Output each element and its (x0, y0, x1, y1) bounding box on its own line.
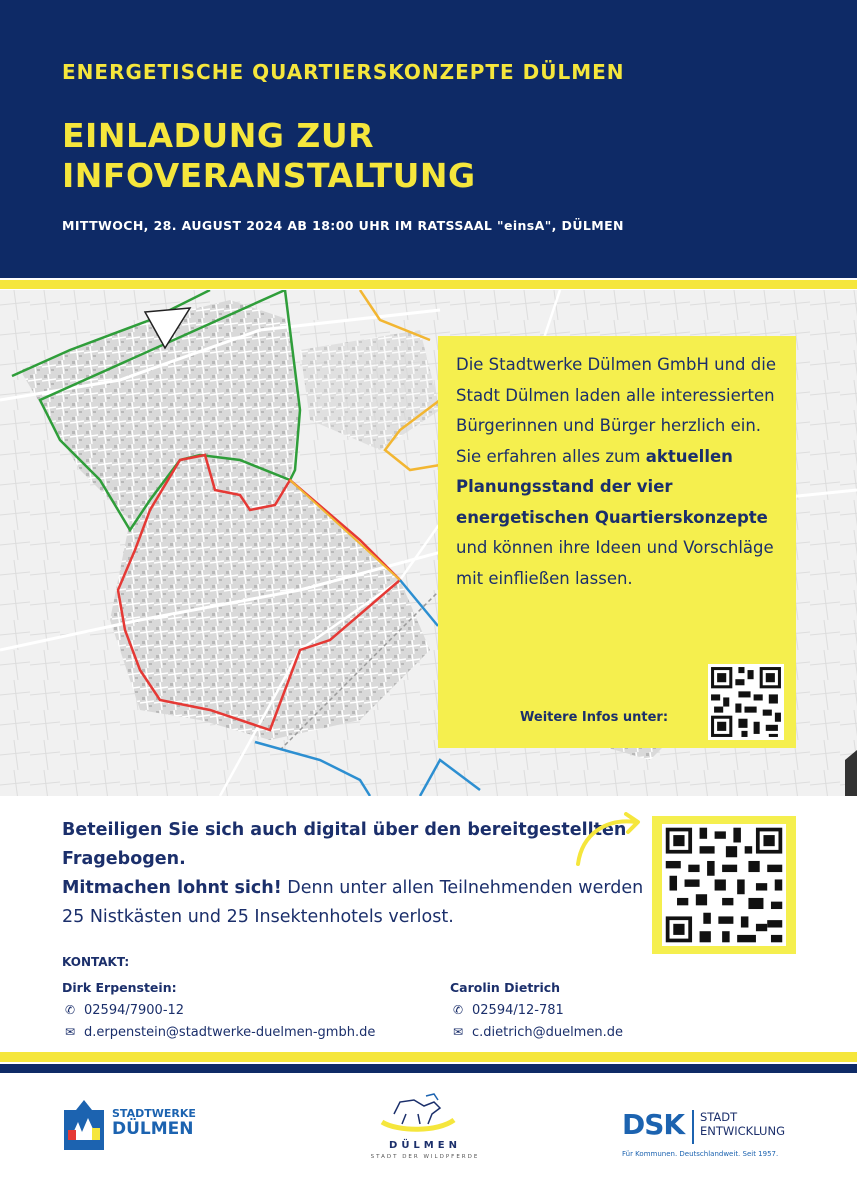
contact-email[interactable]: d.erpenstein@stadtwerke-duelmen-gmbh.de (84, 1024, 376, 1040)
contact-person-1 (62, 980, 375, 1043)
phone-icon: ✆ (64, 1003, 76, 1017)
footer-divider-yellow (0, 1052, 857, 1062)
info-qr-code[interactable] (708, 664, 784, 740)
event-date-location: MITTWOCH, 28. AUGUST 2024 AB 18:00 UHR IM RATSSAAL "einsA", DÜLMEN (62, 218, 624, 233)
duelmen-wordmark: DÜLMEN (389, 1140, 461, 1151)
duelmen-tagline: STADT DER WILDPFERDE (370, 1154, 480, 1160)
dsk-wordmark: STADT ENTWICKLUNG (700, 1110, 785, 1138)
district-map (0, 290, 857, 796)
duelmen-city-logo (360, 1092, 490, 1164)
contact-name: Carolin Dietrich (450, 980, 561, 995)
dsk-logo (622, 1102, 812, 1164)
dsk-tagline: Für Kommunen. Deutschlandweit. Seit 1957. (622, 1150, 779, 1158)
contact-name: Dirk Erpenstein: (62, 980, 177, 995)
dsk-mark: DSK (622, 1108, 685, 1141)
qr-code-icon (708, 664, 784, 740)
footer-divider-navy (0, 1064, 857, 1073)
stadtwerke-wordmark: STADTWERKE DÜLMEN (112, 1107, 196, 1139)
invitation-text: Die Stadtwerke Dülmen GmbH und die Stadt Dülmen laden alle interessierten Bürgerinnen und Bürger herzlich ein. Sie erfahren alles zum aktuellen Planungsstand der vier energetischen Quartierskonzepte und können ihre Ideen und Vorschläge mit einfließen lassen. (456, 355, 776, 588)
dsk-separator (692, 1110, 694, 1144)
phone-icon: ✆ (452, 1003, 464, 1017)
digital-participation-text: Beteiligen Sie sich auch digital über den bereitgestellten Fragebogen. Mitmachen lohnt sich! Denn unter allen Teilnehmenden werden 25 Nistkästen und 25 Insektenhotels verlost. (62, 820, 644, 927)
contact-phone[interactable]: 02594/12-781 (472, 1002, 564, 1018)
contact-heading: KONTAKT: (62, 955, 130, 969)
header-kicker: ENERGETISCHE QUARTIERSKONZEPTE DÜLMEN (62, 60, 625, 84)
stadtwerke-logo (62, 1100, 222, 1160)
header-divider (0, 280, 857, 289)
invitation-info-box (438, 336, 796, 748)
wild-horses-icon (378, 1092, 458, 1134)
contact-email[interactable]: c.dietrich@duelmen.de (472, 1024, 623, 1040)
more-info-label: Weitere Infos unter: (520, 710, 669, 725)
email-icon: ✉ (452, 1025, 464, 1039)
header-banner (0, 0, 857, 278)
email-icon: ✉ (64, 1025, 76, 1039)
survey-qr-code[interactable] (662, 824, 786, 946)
contact-person-2 (450, 980, 623, 1043)
survey-qr-frame (652, 816, 796, 954)
stadtwerke-emblem-icon (62, 1100, 108, 1152)
curved-arrow-icon (570, 812, 650, 872)
page-title: EINLADUNG ZUR INFOVERANSTALTUNG (62, 116, 476, 195)
qr-code-icon (662, 824, 786, 946)
contact-phone[interactable]: 02594/7900-12 (84, 1002, 185, 1018)
